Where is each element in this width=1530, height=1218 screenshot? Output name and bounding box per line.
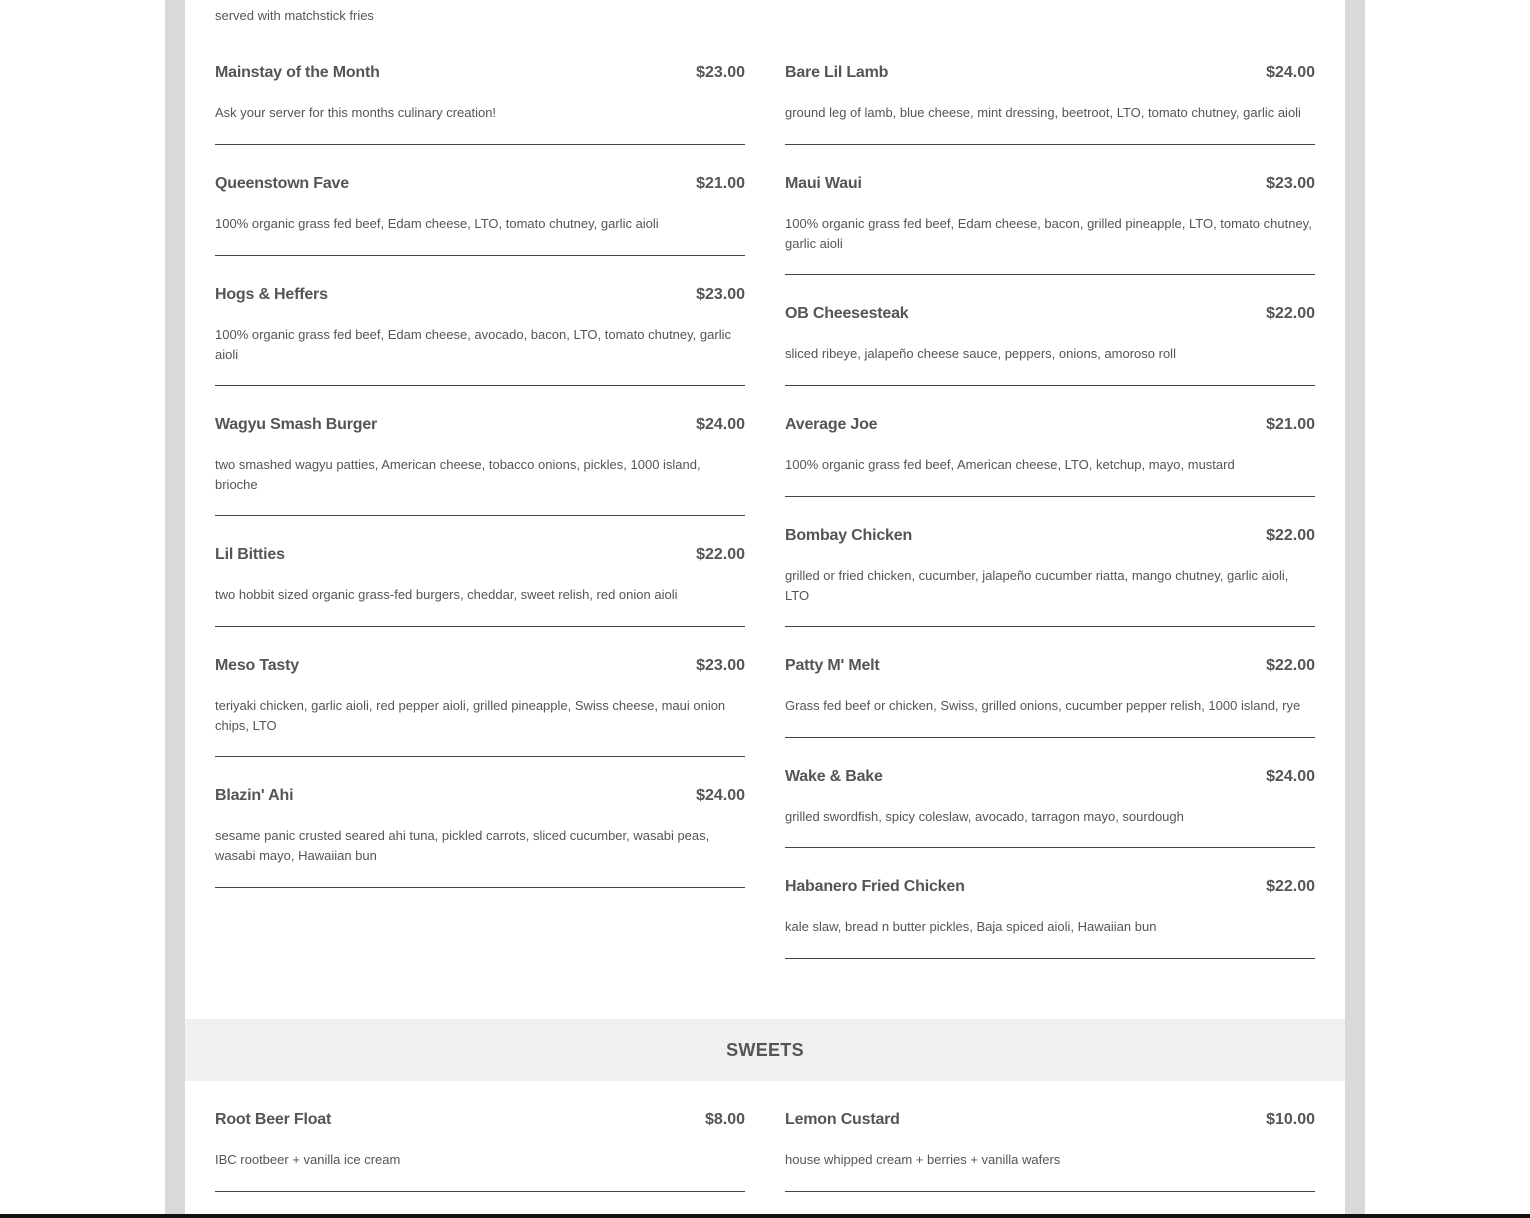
item-price: $23.00 — [696, 64, 745, 81]
item-description: grilled or fried chicken, cucumber, jalapeño cucumber riatta, mango chutney, garlic aioli, LTO — [785, 568, 1289, 603]
item-price: $22.00 — [1266, 878, 1315, 895]
item-price: $21.00 — [696, 175, 745, 192]
item-name: Blazin' Ahi — [215, 787, 294, 804]
item-description: Grass fed beef or chicken, Swiss, grilled onions, cucumber pepper relish, 1000 island, rye — [785, 698, 1301, 713]
menu-item — [785, 1111, 1315, 1192]
item-description: sesame panic crusted seared ahi tuna, pickled carrots, sliced cucumber, wasabi peas, wasabi mayo, Hawaiian bun — [215, 828, 710, 863]
menu-item — [215, 546, 745, 627]
item-name: Lil Bitties — [215, 546, 285, 563]
item-price: $22.00 — [1266, 657, 1315, 674]
item-name: Lemon Custard — [785, 1111, 900, 1128]
menu-item — [215, 286, 745, 386]
item-name: Wake & Bake — [785, 768, 883, 785]
item-description: sliced ribeye, jalapeño cheese sauce, peppers, onions, amoroso roll — [785, 346, 1176, 361]
item-description: teriyaki chicken, garlic aioli, red pepper aioli, grilled pineapple, Swiss cheese, maui onion chips, LTO — [215, 698, 726, 733]
item-name: Root Beer Float — [215, 1111, 332, 1128]
menu-item — [215, 1111, 745, 1192]
menu-item — [215, 657, 745, 757]
item-price: $22.00 — [1266, 527, 1315, 544]
item-name: Mainstay of the Month — [215, 64, 380, 81]
item-description: grilled swordfish, spicy coleslaw, avocado, tarragon mayo, sourdough — [785, 809, 1184, 824]
item-price: $8.00 — [704, 1111, 745, 1128]
item-description: 100% organic grass fed beef, Edam cheese, avocado, bacon, LTO, tomato chutney, garlic aioli — [215, 327, 731, 362]
item-name: Bombay Chicken — [785, 527, 913, 544]
item-description: ground leg of lamb, blue cheese, mint dressing, beetroot, LTO, tomato chutney, garlic aioli — [785, 105, 1301, 120]
item-price: $24.00 — [1266, 768, 1315, 785]
menu-item — [785, 527, 1315, 627]
item-description: two smashed wagyu patties, American cheese, tobacco onions, pickles, 1000 island, brioche — [215, 457, 701, 492]
item-name: Wagyu Smash Burger — [215, 416, 378, 433]
item-description: two hobbit sized organic grass-fed burgers, cheddar, sweet relish, red onion aioli — [215, 587, 678, 602]
menu-item — [785, 416, 1315, 497]
item-name: Queenstown Fave — [215, 175, 349, 192]
item-price: $23.00 — [696, 286, 745, 303]
item-description: 100% organic grass fed beef, Edam cheese, bacon, grilled pineapple, LTO, tomato chutney, garlic aioli — [785, 216, 1312, 251]
menu-item — [215, 64, 745, 145]
bottom-edge-bar — [0, 1214, 1530, 1218]
menu-item — [215, 416, 745, 516]
menu-item — [785, 768, 1315, 848]
item-price: $22.00 — [1266, 305, 1315, 322]
item-description: house whipped cream + berries + vanilla wafers — [785, 1152, 1061, 1167]
item-price: $24.00 — [1266, 64, 1315, 81]
item-name: Meso Tasty — [215, 657, 299, 674]
item-description: 100% organic grass fed beef, Edam cheese, LTO, tomato chutney, garlic aioli — [215, 216, 659, 231]
item-description: IBC rootbeer + vanilla ice cream — [215, 1152, 401, 1167]
item-description: kale slaw, bread n butter pickles, Baja spiced aioli, Hawaiian bun — [785, 919, 1157, 934]
item-name: Maui Waui — [785, 175, 862, 192]
item-price: $24.00 — [696, 416, 745, 433]
menu-item — [785, 64, 1315, 145]
menu-item — [785, 305, 1315, 386]
burgers-right-column — [785, 64, 1315, 959]
section-title: SWEETS — [726, 1039, 804, 1060]
item-description: Ask your server for this months culinary creation! — [215, 105, 497, 120]
sweets-section-header — [185, 1019, 1345, 1081]
item-price: $23.00 — [696, 657, 745, 674]
item-price: $24.00 — [696, 787, 745, 804]
item-price: $10.00 — [1266, 1111, 1315, 1128]
item-name: Average Joe — [785, 416, 878, 433]
intro-description: served with matchstick fries — [215, 8, 374, 23]
sweets-left-column — [215, 1111, 745, 1192]
menu-item — [785, 878, 1315, 959]
menu-item — [785, 657, 1315, 738]
item-price: $22.00 — [696, 546, 745, 563]
menu-item — [785, 175, 1315, 275]
menu-item — [215, 787, 745, 888]
sweets-right-column — [785, 1111, 1315, 1192]
burgers-left-column — [215, 64, 745, 888]
item-name: Patty M' Melt — [785, 657, 880, 674]
item-name: Bare Lil Lamb — [785, 64, 889, 81]
item-name: OB Cheesesteak — [785, 305, 909, 322]
item-price: $21.00 — [1266, 416, 1315, 433]
item-name: Hogs & Heffers — [215, 286, 328, 303]
menu-item — [215, 175, 745, 256]
item-name: Habanero Fried Chicken — [785, 878, 965, 895]
item-price: $23.00 — [1266, 175, 1315, 192]
item-description: 100% organic grass fed beef, American cheese, LTO, ketchup, mayo, mustard — [785, 457, 1235, 472]
